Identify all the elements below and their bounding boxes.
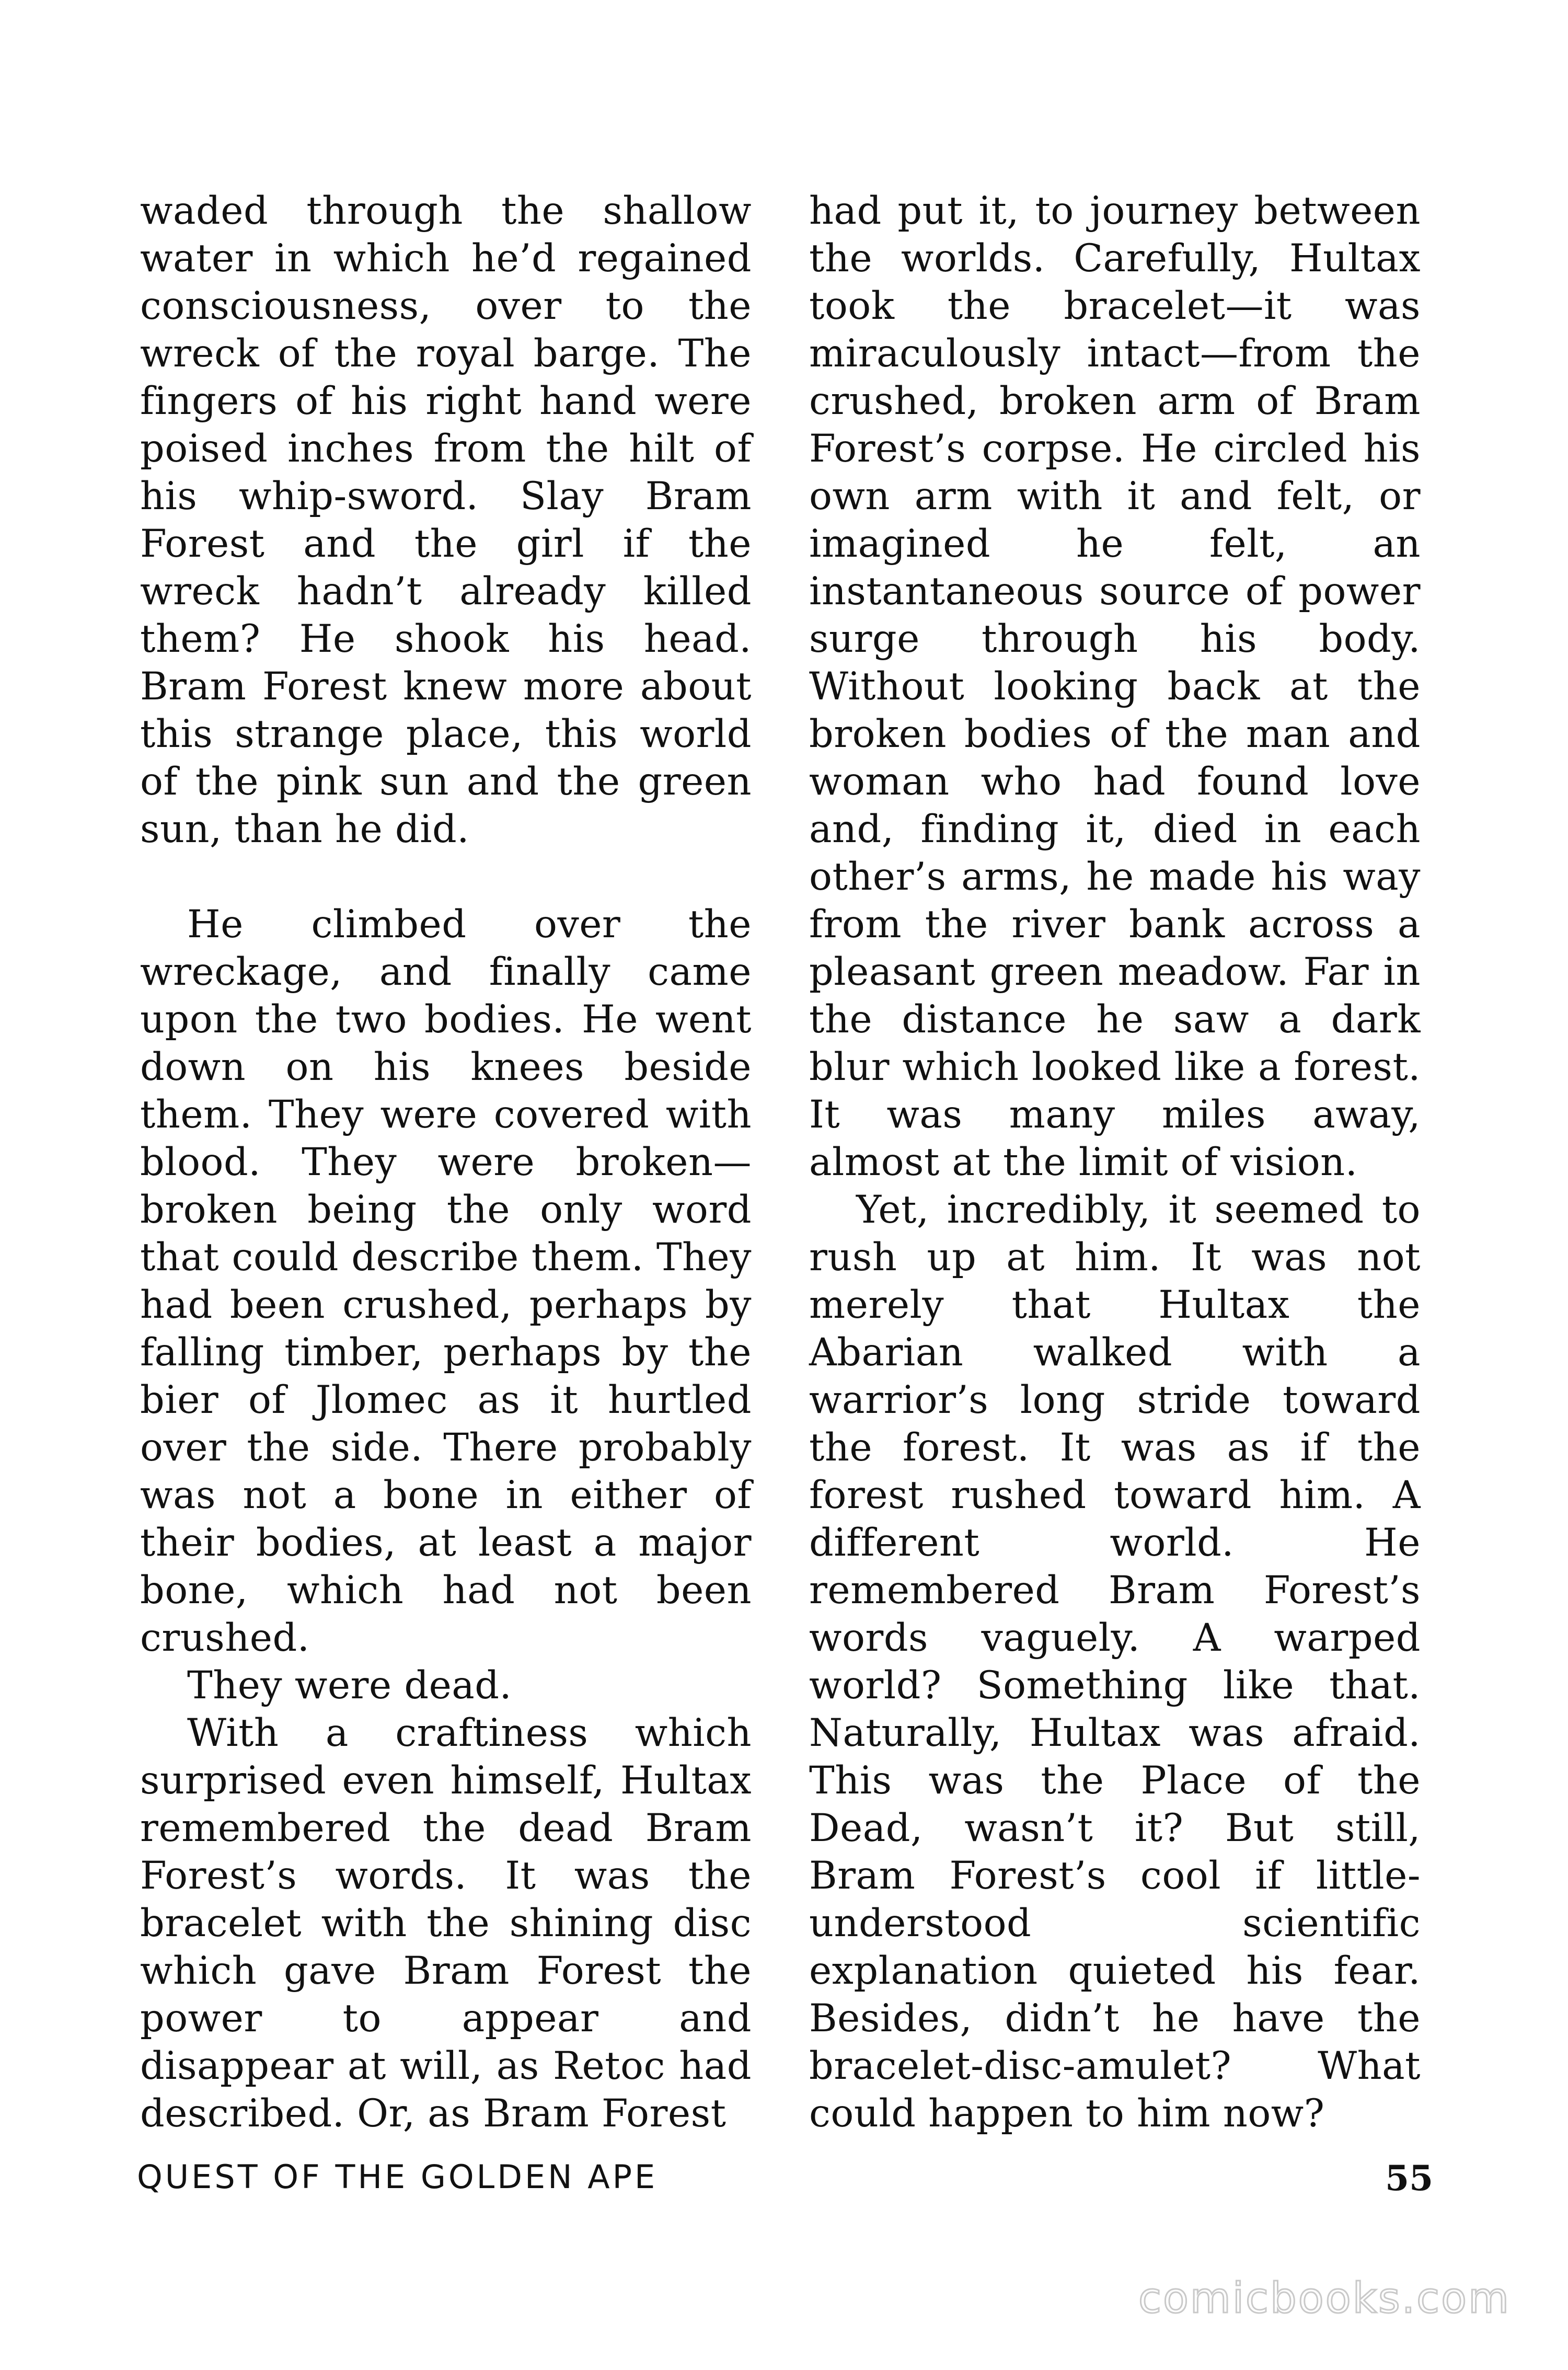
page-number: 55 (1385, 2158, 1433, 2199)
paragraph: They were dead. (187, 1663, 512, 1708)
page-footer (137, 2158, 1433, 2210)
right-text-column (809, 187, 1421, 2137)
paragraph: He climbed over the wreckage, and finally came upon the two bodies. He went down on his knees beside them. They were covered with blood. They were broken— broken being the only word that could describe them. They had been crushed, perhaps by falling timber, perhaps by the bier of Jlomec as it hurtled over the side. There probably was not a bone in either of their bodies, at least a major bone, which had not been crushed. (140, 902, 752, 1660)
paragraph: Yet, incredibly, it seemed to rush up at him. It was not merely that Hultax the Abarian walked with a warrior’s long stride toward the forest. It was as if the forest rushed toward him. A different world. He remembered Bram Forest’s words vaguely. A warped world? Something like that. Naturally, Hultax was afraid. This was the Place of the Dead, wasn’t it? But still, Bram Forest’s cool if little-understood scientific explanation quieted his fear. Besides, didn’t he have the bracelet-disc-amulet? What could happen to him now? (809, 1188, 1421, 2136)
paragraph: had put it, to journey between the worlds. Carefully, Hultax took the bracelet—it was miraculously intact—from the crushed, broken arm of Bram Forest’s corpse. He circled his own arm with it and felt, or imagined he felt, an instantaneous source of power surge through his body. Without looking back at the broken bodies of the man and woman who had found love and, finding it, died in each other’s arms, he made his way from the river bank across a pleasant green meadow. Far in the distance he saw a dark blur which looked like a forest. It was many miles away, almost at the limit of vision. (809, 189, 1421, 1184)
watermark: comicbooks.com (1138, 2274, 1511, 2322)
running-title: QUEST OF THE GOLDEN APE (137, 2158, 658, 2196)
paragraph: waded through the shallow water in which he’d regained consciousness, over to the wreck of the royal barge. The fingers of his right hand were poised inches from the hilt of his whip-sword. Slay Bram Forest and the girl if the wreck hadn’t already killed them? He shook his head. Bram Forest knew more about this strange place, this world of the pink sun and the green sun, than he did. (140, 189, 752, 852)
paragraph: With a craftiness which surprised even himself, Hultax remembered the dead Bram Forest’s words. It was the bracelet with the shining disc which gave Bram Forest the power to appear and disappear at will, as Retoc had described. Or, as Bram Forest (140, 1711, 752, 2136)
left-text-column (140, 187, 752, 2137)
